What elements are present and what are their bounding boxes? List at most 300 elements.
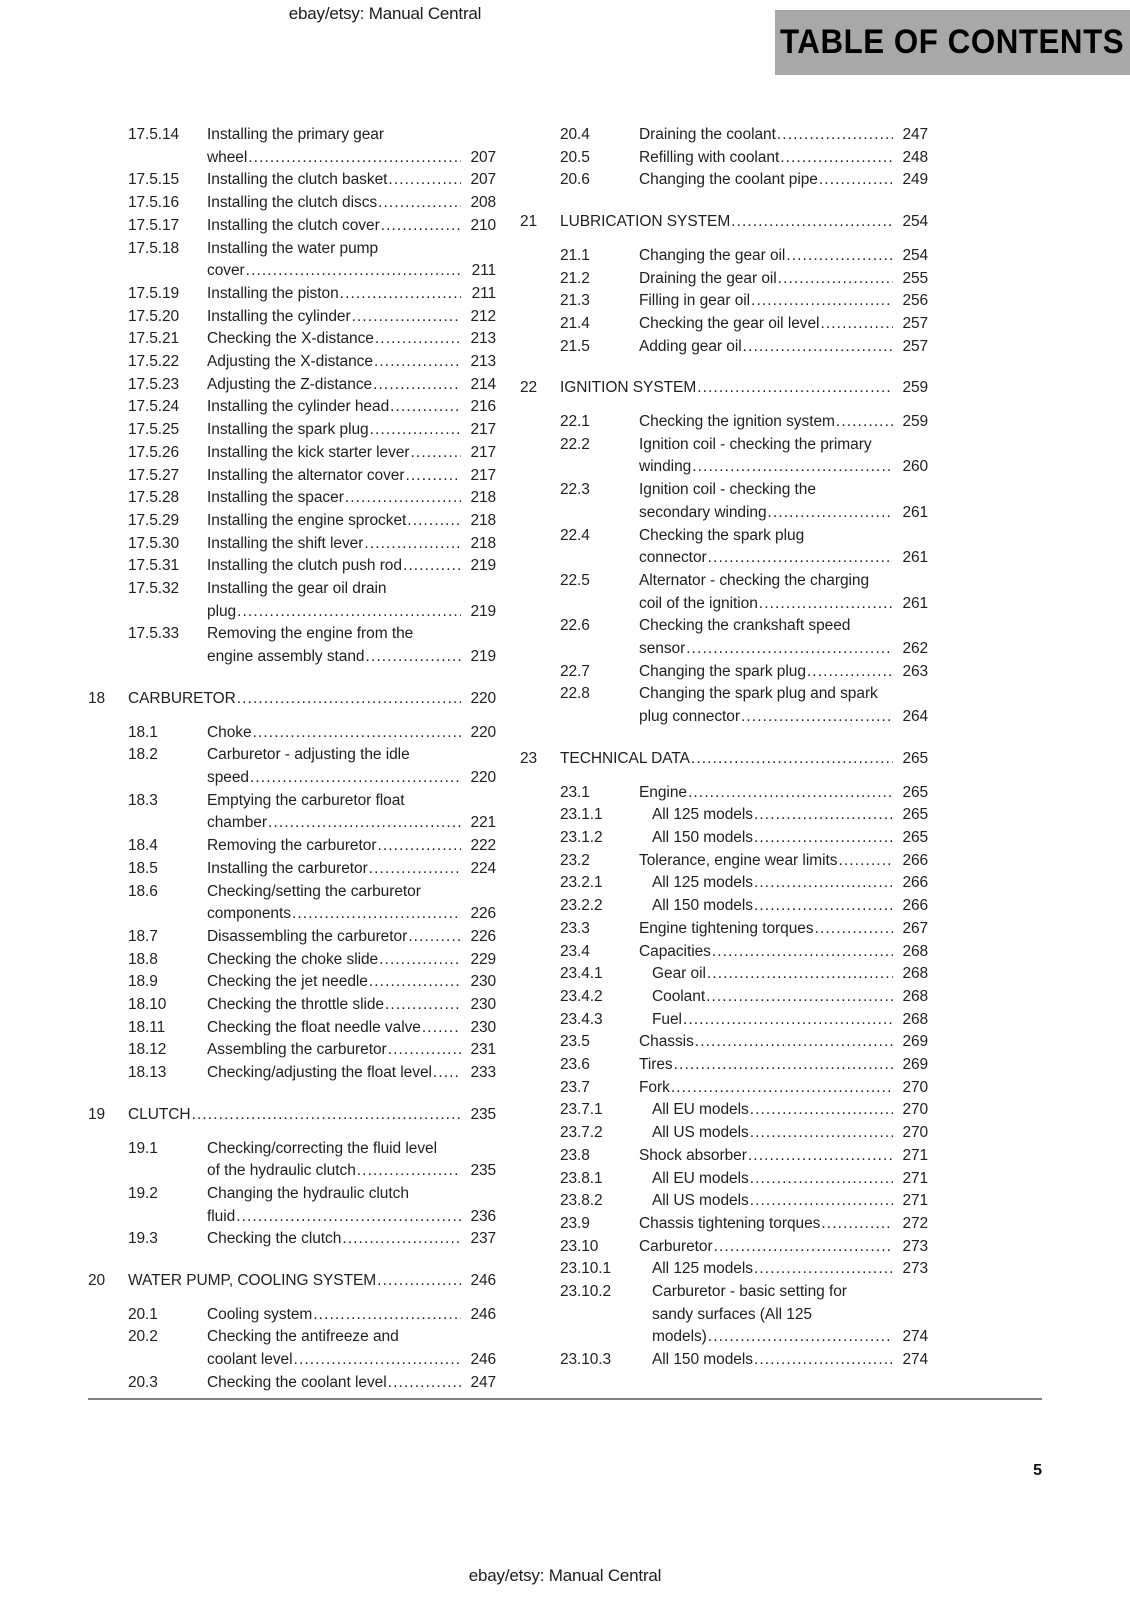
toc-entry-number: 20.5 (560, 148, 590, 166)
toc-entry-title: Installing the clutch cover (207, 216, 380, 234)
toc-entry-title: Checking the throttle slide (207, 996, 384, 1014)
toc-entry-page-number: 217 (470, 466, 496, 484)
toc-section-entry[interactable] (88, 124, 496, 169)
toc-entry-line (639, 124, 928, 147)
toc-entry-page-number: 220 (470, 768, 496, 786)
toc-entry-page-number: 213 (470, 330, 496, 348)
toc-entry-line (207, 623, 496, 646)
toc-section-entry[interactable] (520, 963, 928, 986)
toc-entry-line (207, 767, 496, 790)
toc-entry-body (207, 510, 496, 533)
toc-section-entry[interactable] (88, 374, 496, 397)
dot-leader (377, 1270, 461, 1293)
toc-section-entry[interactable] (88, 1183, 496, 1228)
dot-leader (373, 374, 461, 397)
toc-entry-body (207, 835, 496, 858)
toc-entry-line (128, 1104, 496, 1127)
toc-entry-title: Cooling system (207, 1305, 313, 1323)
toc-section-entry[interactable] (520, 336, 928, 359)
toc-entry-line (207, 465, 496, 488)
toc-entry-body (207, 442, 496, 465)
toc-entry-body (207, 744, 496, 789)
toc-chapter-entry[interactable] (88, 1104, 496, 1127)
toc-section-entry[interactable] (88, 1372, 496, 1395)
dot-leader (390, 396, 461, 419)
toc-section-entry[interactable] (520, 1236, 928, 1259)
toc-entry-page-number: 273 (902, 1260, 928, 1278)
toc-entry-page-number: 262 (902, 640, 928, 658)
toc-section-entry[interactable] (88, 1017, 496, 1040)
toc-entry-line (652, 1304, 928, 1327)
toc-entry-title: Checking the antifreeze and (207, 1328, 399, 1346)
toc-entry-line (207, 238, 496, 261)
toc-entry-body (639, 804, 928, 827)
toc-section-entry[interactable] (88, 169, 496, 192)
toc-entry-page-number: 268 (902, 942, 928, 960)
toc-section-entry[interactable] (520, 124, 928, 147)
toc-section-entry[interactable] (520, 827, 928, 850)
toc-entry-number: 23.7 (560, 1078, 590, 1096)
toc-entry-title: TECHNICAL DATA (560, 749, 690, 767)
toc-entry-page-number: 216 (470, 398, 496, 416)
toc-entry-body (639, 1122, 928, 1145)
toc-entry-body (560, 211, 928, 234)
toc-section-entry[interactable] (88, 510, 496, 533)
toc-entry-number: 17.5.33 (128, 625, 180, 643)
dot-leader (268, 812, 461, 835)
toc-entry-title: All US models (652, 1192, 749, 1210)
toc-entry-title: Checking the jet needle (207, 973, 368, 991)
toc-section-entry[interactable] (520, 918, 928, 941)
toc-entry-title: Checking the float needle valve (207, 1018, 421, 1036)
toc-entry-number: 17.5.31 (128, 557, 180, 575)
dot-leader (754, 1349, 893, 1372)
toc-entry-page-number: 261 (902, 594, 928, 612)
toc-section-entry[interactable] (520, 804, 928, 827)
toc-entry-page-number: 267 (902, 919, 928, 937)
toc-section-entry[interactable] (88, 215, 496, 238)
toc-entry-page-number: 226 (470, 905, 496, 923)
toc-entry-title: Changing the spark plug (639, 662, 806, 680)
toc-section-entry[interactable] (520, 683, 928, 728)
toc-entry-line (560, 377, 928, 400)
toc-entry-body (207, 1228, 496, 1251)
toc-entry-line (207, 949, 496, 972)
toc-entry-title: All US models (652, 1124, 749, 1142)
toc-section-entry[interactable] (88, 487, 496, 510)
toc-section-entry[interactable] (520, 941, 928, 964)
toc-entry-line (207, 1138, 496, 1161)
toc-chapter-entry[interactable] (88, 1270, 496, 1293)
toc-section-entry[interactable] (520, 290, 928, 313)
toc-entry-title: Carburetor - basic setting for (652, 1283, 847, 1301)
toc-entry-line (652, 1258, 928, 1281)
toc-entry-line (207, 971, 496, 994)
toc-entry-body (639, 782, 928, 805)
dot-leader (370, 419, 461, 442)
toc-entry-title: sandy surfaces (All 125 (652, 1305, 812, 1323)
toc-entry-page-number: 220 (470, 689, 496, 707)
toc-entry-line (652, 1281, 928, 1304)
toc-section-entry[interactable] (520, 411, 928, 434)
toc-entry-number: 23.10.3 (560, 1351, 612, 1369)
toc-section-entry[interactable] (520, 147, 928, 170)
toc-entry-title: Draining the coolant (639, 126, 776, 143)
toc-section-entry[interactable] (88, 1228, 496, 1251)
toc-entry-title: Installing the kick starter lever (207, 443, 410, 461)
dot-leader (381, 215, 461, 238)
toc-section-entry[interactable] (88, 623, 496, 668)
toc-section-entry[interactable] (88, 533, 496, 556)
toc-section-entry[interactable] (88, 1039, 496, 1062)
toc-section-entry[interactable] (520, 1054, 928, 1077)
toc-entry-line (207, 1304, 496, 1327)
toc-entry-number: 23.1.1 (560, 806, 603, 824)
toc-section-entry[interactable] (520, 1122, 928, 1145)
toc-entry-line (639, 782, 928, 805)
toc-entry-number: 23.3 (560, 919, 590, 937)
toc-entry-number: 23.8.1 (560, 1169, 603, 1187)
toc-entry-line (639, 918, 928, 941)
toc-entry-body (639, 1190, 928, 1213)
toc-entry-page-number: 264 (902, 708, 928, 726)
toc-entry-page-number: 274 (902, 1328, 928, 1346)
toc-entry-line (207, 744, 496, 767)
toc-entry-line (207, 283, 496, 306)
toc-entry-title: All EU models (652, 1101, 749, 1119)
toc-entry-line (560, 211, 928, 234)
toc-section-entry[interactable] (88, 926, 496, 949)
toc-entry-line (207, 858, 496, 881)
toc-section-entry[interactable] (520, 782, 928, 805)
toc-entry-number: 19.2 (128, 1184, 158, 1202)
toc-entry-title: Checking the gear oil level (639, 314, 820, 332)
toc-chapter-entry[interactable] (520, 377, 928, 400)
toc-entry-title: plug connector (639, 708, 740, 726)
toc-entry-title: Installing the primary gear (207, 126, 384, 143)
toc-entry-title: Chassis (639, 1033, 694, 1051)
toc-entry-body (207, 858, 496, 881)
toc-chapter-entry[interactable] (88, 688, 496, 711)
toc-entry-title: Installing the shift lever (207, 534, 364, 552)
toc-entry-page-number: 268 (902, 987, 928, 1005)
toc-section-entry[interactable] (520, 525, 928, 570)
toc-entry-number: 17.5.17 (128, 216, 180, 234)
toc-section-entry[interactable] (520, 986, 928, 1009)
dot-leader (352, 306, 461, 329)
toc-entry-line (207, 601, 496, 624)
toc-entry-line (207, 1372, 496, 1395)
toc-entry-number: 21 (520, 213, 538, 231)
toc-entry-number: 21.4 (560, 314, 590, 332)
toc-entry-body (207, 578, 496, 623)
toc-section-entry[interactable] (88, 722, 496, 745)
toc-entry-body (207, 192, 496, 215)
toc-entry-page-number: 218 (470, 534, 496, 552)
toc-section-entry[interactable] (520, 1258, 928, 1281)
toc-section-entry[interactable] (88, 351, 496, 374)
toc-entry-line (639, 169, 928, 192)
toc-entry-body (207, 971, 496, 994)
toc-entry-title: Installing the clutch push rod (207, 557, 402, 575)
toc-section-entry[interactable] (520, 313, 928, 336)
toc-entry-number: 22.8 (560, 685, 590, 703)
toc-section-entry[interactable] (520, 1099, 928, 1122)
toc-entry-number: 18.11 (128, 1018, 166, 1036)
toc-entry-number: 23.8 (560, 1146, 590, 1164)
toc-chapter-entry[interactable] (520, 748, 928, 771)
toc-entry-title: Tires (639, 1056, 673, 1074)
toc-section-entry[interactable] (88, 1138, 496, 1183)
dot-leader (674, 1054, 893, 1077)
toc-entry-line (207, 1183, 496, 1206)
dot-leader (686, 638, 893, 661)
toc-entry-body (639, 479, 928, 524)
dot-leader (786, 245, 893, 268)
toc-entry-title: Emptying the carburetor float (207, 791, 405, 809)
toc-section-entry[interactable] (88, 442, 496, 465)
toc-section-entry[interactable] (88, 881, 496, 926)
dot-leader (403, 555, 461, 578)
toc-entry-body (639, 661, 928, 684)
dot-leader (345, 487, 461, 510)
toc-entry-number: 23.7.1 (560, 1101, 603, 1119)
toc-entry-title: Changing the spark plug and spark (639, 685, 878, 703)
toc-entry-page-number: 257 (902, 337, 928, 355)
toc-entry-page-number: 266 (902, 874, 928, 892)
toc-entry-title: Installing the carburetor (207, 859, 368, 877)
toc-section-entry[interactable] (520, 1281, 928, 1349)
toc-entry-line (207, 374, 496, 397)
toc-entry-title: Engine (639, 783, 687, 801)
dot-leader (377, 835, 461, 858)
toc-section-entry[interactable] (520, 1077, 928, 1100)
toc-entry-number: 23.2.2 (560, 897, 603, 915)
toc-entry-page-number: 219 (470, 557, 496, 575)
toc-entry-title: Fuel (652, 1010, 682, 1028)
toc-section-entry[interactable] (88, 994, 496, 1017)
toc-section-entry[interactable] (520, 615, 928, 660)
watermark-bottom: ebay/etsy: Manual Central (468, 1566, 662, 1585)
toc-entry-page-number: 212 (470, 307, 496, 325)
dot-leader (691, 748, 893, 771)
toc-entry-page-number: 237 (470, 1230, 496, 1248)
toc-section-entry[interactable] (88, 419, 496, 442)
toc-entry-number: 22.2 (560, 435, 590, 453)
toc-entry-page-number: 269 (902, 1056, 928, 1074)
toc-entry-title: Filling in gear oil (639, 292, 751, 310)
toc-section-entry[interactable] (520, 1168, 928, 1191)
toc-section-entry[interactable] (88, 1304, 496, 1327)
toc-entry-line (639, 336, 928, 359)
toc-section-entry[interactable] (88, 835, 496, 858)
toc-entry-line (560, 748, 928, 771)
toc-entry-line (639, 1236, 928, 1259)
toc-section-entry[interactable] (88, 790, 496, 835)
toc-section-entry[interactable] (88, 238, 496, 283)
toc-section-entry[interactable] (88, 1062, 496, 1085)
toc-entry-line (207, 1206, 496, 1229)
toc-entry-page-number: 233 (470, 1064, 496, 1082)
dot-leader (754, 827, 893, 850)
dot-leader (750, 1099, 893, 1122)
toc-section-entry[interactable] (88, 396, 496, 419)
toc-entry-body (639, 434, 928, 479)
toc-entry-line (652, 1122, 928, 1145)
toc-entry-number: 21.5 (560, 337, 590, 355)
toc-entry-page-number: 271 (902, 1192, 928, 1210)
toc-entry-number: 18.7 (128, 927, 158, 945)
dot-leader (759, 593, 893, 616)
toc-entry-body (639, 941, 928, 964)
toc-entry-line (207, 147, 496, 170)
toc-section-entry[interactable] (88, 328, 496, 351)
page-number: 5 (1033, 1462, 1042, 1479)
toc-entry-line (207, 790, 496, 813)
toc-entry-number: 17.5.30 (128, 534, 180, 552)
toc-section-entry[interactable] (88, 949, 496, 972)
toc-entry-line (207, 215, 496, 238)
dot-leader (741, 706, 893, 729)
toc-entry-line (639, 434, 928, 457)
toc-entry-body (639, 336, 928, 359)
toc-entry-body (207, 1138, 496, 1183)
toc-entry-page-number: 221 (470, 814, 496, 832)
toc-section-entry[interactable] (520, 434, 928, 479)
toc-entry-body (639, 1349, 928, 1372)
toc-chapter-entry[interactable] (520, 211, 928, 234)
toc-entry-title: Checking the X-distance (207, 330, 374, 348)
toc-entry-title: engine assembly stand (207, 648, 365, 666)
toc-entry-number: 18 (88, 689, 106, 707)
toc-entry-line (207, 1326, 496, 1349)
toc-entry-number: 18.12 (128, 1041, 167, 1059)
toc-entry-line (639, 941, 928, 964)
toc-section-entry[interactable] (88, 192, 496, 215)
toc-entry-number: 23.4.2 (560, 987, 603, 1005)
toc-section-entry[interactable] (520, 570, 928, 615)
toc-section-entry[interactable] (520, 268, 928, 291)
toc-entry-body (207, 328, 496, 351)
toc-column-right (520, 124, 928, 1372)
dot-leader (411, 442, 461, 465)
toc-section-entry[interactable] (520, 245, 928, 268)
toc-section-entry[interactable] (88, 858, 496, 881)
toc-entry-title: coolant level (207, 1351, 293, 1369)
toc-entry-title: Draining the gear oil (639, 269, 777, 287)
toc-section-entry[interactable] (88, 283, 496, 306)
toc-entry-page-number: 263 (902, 662, 928, 680)
toc-entry-title: speed (207, 768, 249, 786)
toc-entry-page-number: 247 (470, 1373, 496, 1391)
toc-section-entry[interactable] (520, 895, 928, 918)
toc-entry-line (207, 533, 496, 556)
toc-section-entry[interactable] (520, 1031, 928, 1054)
watermark-top: ebay/etsy: Manual Central (288, 4, 482, 23)
toc-section-entry[interactable] (520, 479, 928, 524)
dot-leader (248, 147, 461, 170)
toc-section-entry[interactable] (88, 971, 496, 994)
dot-leader (385, 994, 461, 1017)
toc-entry-line (639, 1077, 928, 1100)
toc-section-entry[interactable] (520, 1009, 928, 1032)
toc-section-entry[interactable] (520, 661, 928, 684)
toc-section-entry[interactable] (88, 555, 496, 578)
toc-entry-page-number: 219 (470, 648, 496, 666)
toc-entry-page-number: 257 (902, 314, 928, 332)
dot-leader (378, 192, 461, 215)
toc-section-entry[interactable] (520, 872, 928, 895)
toc-entry-title: cover (207, 262, 245, 280)
toc-entry-number: 18.1 (128, 723, 158, 741)
toc-section-entry[interactable] (88, 1326, 496, 1371)
toc-entry-page-number: 265 (902, 783, 928, 801)
toc-entry-page-number: 256 (902, 292, 928, 310)
toc-entry-title: Ignition coil - checking the (639, 481, 816, 499)
toc-entry-body (639, 147, 928, 170)
toc-entry-line (639, 313, 928, 336)
dot-leader (388, 1372, 461, 1395)
toc-entry-line (128, 1270, 496, 1293)
toc-entry-number: 22.5 (560, 571, 590, 589)
toc-entry-page-number: 235 (470, 1105, 496, 1123)
toc-section-entry[interactable] (520, 1190, 928, 1213)
toc-entry-number: 17.5.19 (128, 284, 180, 302)
toc-section-entry[interactable] (88, 578, 496, 623)
toc-entry-line (652, 963, 928, 986)
toc-entry-title: CARBURETOR (128, 689, 236, 707)
toc-entry-body (207, 169, 496, 192)
toc-entry-title: Installing the engine sprocket (207, 511, 407, 529)
toc-entry-body (207, 1326, 496, 1371)
toc-entry-title: Installing the water pump (207, 239, 379, 257)
toc-entry-title: Checking the clutch (207, 1230, 342, 1248)
toc-entry-number: 20.1 (128, 1305, 158, 1323)
dot-leader (405, 465, 461, 488)
toc-entry-number: 23.10 (560, 1237, 599, 1255)
toc-section-entry[interactable] (520, 1213, 928, 1236)
toc-section-entry[interactable] (520, 1145, 928, 1168)
toc-entry-line (652, 1099, 928, 1122)
toc-section-entry[interactable] (520, 169, 928, 192)
toc-entry-body (639, 169, 928, 192)
toc-entry-body (639, 525, 928, 570)
toc-entry-page-number: 235 (470, 1162, 496, 1180)
toc-entry-line (639, 1054, 928, 1077)
dot-leader (712, 941, 893, 964)
dot-leader (422, 1017, 461, 1040)
toc-section-entry[interactable] (88, 744, 496, 789)
toc-entry-body (207, 351, 496, 374)
toc-entry-body (639, 1099, 928, 1122)
toc-section-entry[interactable] (88, 465, 496, 488)
dot-leader (388, 1039, 461, 1062)
toc-entry-line (652, 804, 928, 827)
toc-section-entry[interactable] (88, 306, 496, 329)
toc-entry-title: Disassembling the carburetor (207, 927, 408, 945)
toc-entry-line (207, 419, 496, 442)
toc-entry-line (652, 1326, 928, 1349)
toc-section-entry[interactable] (520, 1349, 928, 1372)
dot-leader (379, 949, 461, 972)
toc-entry-number: 18.3 (128, 791, 158, 809)
dot-leader (780, 147, 893, 170)
toc-entry-number: 23.2.1 (560, 874, 603, 892)
toc-entry-body (639, 268, 928, 291)
toc-entry-page-number: 214 (470, 375, 496, 393)
toc-section-entry[interactable] (520, 850, 928, 873)
toc-entry-body (207, 881, 496, 926)
